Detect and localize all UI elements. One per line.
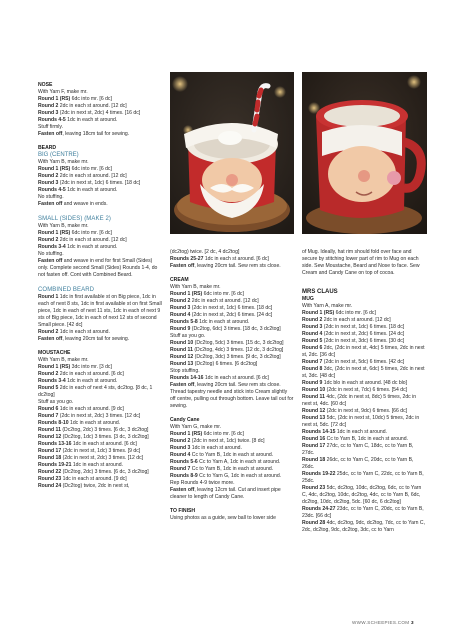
santa-mug-illustration (170, 72, 294, 234)
round-label: Round 2 (38, 103, 59, 109)
round-label: Round 12 (170, 354, 194, 360)
instruction-text: (Dc2tog, 2dc) 3 times. [6 dc, 3 dc2tog] (60, 427, 149, 433)
round-label: Round 2 (38, 237, 59, 243)
instruction-text: (2dc in next st, 5dc) 6 times. [42 dc] (322, 359, 405, 365)
instruction-text: , leaving 20cm tail. Sew rem sts close. Thread tapestry needle and stick into Cream slightly off centre, pulling out through bottom. Leave tail out for sewing. (170, 382, 294, 409)
round-label: Round 4 (170, 452, 191, 458)
nose-heading: NOSE (38, 82, 53, 88)
round-label: Round 17 (302, 443, 326, 449)
round-label: Round 2 (38, 173, 59, 179)
round-label: Fasten off (170, 263, 195, 269)
instruction-line (302, 249, 427, 277)
instruction-line (302, 520, 427, 534)
instruction-line (38, 469, 162, 476)
instruction-line (38, 462, 162, 469)
instruction-text: No stuffing. (38, 194, 64, 200)
footer-website[interactable]: WWW.SCHEEPIES.COM (352, 620, 410, 625)
instruction-line (170, 480, 294, 487)
instruction-text: (Dc2tog, 1dc) 3 times. [3 dc, 3 dc2tog] (61, 434, 149, 440)
instruction-line (170, 375, 294, 382)
instruction-line (170, 263, 294, 270)
instruction-line (170, 284, 294, 291)
round-label: Round 4 (170, 312, 191, 318)
round-label: Round 2 (302, 317, 323, 323)
round-label: Fasten off (38, 258, 63, 264)
instruction-line (302, 317, 427, 324)
instruction-text: (2dc in next st, 1dc) 3 times. [9 dc] (61, 448, 141, 454)
instruction-text: (Dc2tog, 3dc) 3 times. [9 dc, 3 dc2tog] (193, 354, 281, 360)
round-label: Round 3 (170, 445, 191, 451)
moustache-heading: MOUSTACHE (38, 350, 71, 356)
instruction-line (302, 387, 427, 394)
instruction-text: 2dc in each of next 4 sts, dc2tog. [8 dc, 1 dc2tog] (38, 385, 153, 398)
combined-beard-subheading: COMBINED BEARD (38, 287, 95, 293)
instruction-line (38, 476, 162, 483)
instruction-line (38, 180, 162, 187)
round-label: Rounds 3-4 (38, 244, 66, 250)
column-left (38, 82, 162, 490)
round-label: Rounds 13-16 (38, 441, 72, 447)
round-label: Round 23 (302, 485, 326, 491)
instruction-line (170, 249, 294, 256)
round-label: Round 1 (RS) (302, 310, 335, 316)
instruction-text: 23dc, cc to Yarn C, 20dc, cc to Yarn B, 23dc. [66 dc] (302, 506, 424, 519)
round-label: Rounds 5-8 (170, 319, 198, 325)
instruction-text: Cc to Yarn B, 1dc in each st around. (190, 452, 274, 458)
instruction-line (302, 506, 427, 520)
instruction-text: (2dc in next st, 1dc) twice. [8 dc] (190, 438, 265, 444)
round-label: Rounds 4-5 (38, 117, 66, 123)
instruction-text: 1dc in each st around. [6 dc] (203, 256, 269, 262)
round-label: Round 3 (170, 305, 191, 311)
instruction-line (38, 194, 162, 201)
instruction-line (302, 331, 427, 338)
instruction-text: 1dc in each st around. (58, 329, 110, 335)
instruction-line (302, 429, 427, 436)
instruction-text: 25dc, cc to Yarn C, 22dc, cc to Yarn B, 25dc. (302, 471, 424, 484)
round-label: Round 28 (302, 520, 326, 526)
instruction-text: 2dc in each st around. [12 dc] (58, 237, 127, 243)
column-middle (170, 249, 294, 522)
round-label: Fasten off (38, 336, 63, 342)
round-label: Fasten off (38, 131, 63, 137)
round-label: Round 1 (RS) (38, 230, 71, 236)
round-label: Rounds 14-15 (302, 429, 336, 435)
round-label: Rounds 8-9 (170, 473, 198, 479)
instruction-line (302, 457, 427, 471)
round-label: Round 13 (302, 415, 326, 421)
instruction-line (38, 399, 162, 406)
round-label: Rounds 25-27 (170, 256, 204, 262)
round-label: Round 8 (302, 366, 323, 372)
instruction-line (170, 438, 294, 445)
instruction-line (170, 452, 294, 459)
instruction-text: No stuffing. (38, 251, 64, 257)
round-label: Round 9 (302, 380, 323, 386)
candy-cane-instructions (170, 424, 294, 501)
instruction-line (170, 256, 294, 263)
instruction-text: (2dc in next st, 1dc) 6 times. [18 dc] (190, 305, 273, 311)
column-right (302, 249, 427, 534)
instruction-line (38, 166, 162, 173)
instruction-text: 27dc, cc to Yarn C, 18dc, cc to Yarn B, 27dc. (302, 443, 414, 456)
instruction-text: 26dc, cc to Yarn C, 20dc, cc to Yarn B, 26dc. (302, 457, 414, 470)
instruction-line (170, 431, 294, 438)
instruction-text: 4dc, dc2tog, 9dc, dc2tog, 7dc, cc to Yarn C, 2dc, dc2tog, 9dc, dc2tog, 3dc, cc to Yarn (302, 520, 425, 533)
round-label: Round 1 (RS) (170, 291, 203, 297)
instruction-text: Cc to Yarn A, 1dc in each st around. (197, 459, 281, 465)
instruction-line (38, 336, 162, 343)
instruction-text: Using photos as a guide, sew ball to lower side (170, 515, 276, 521)
round-label: Round 6 (38, 406, 59, 412)
round-label: Round 1 (RS) (38, 166, 71, 172)
mug-heading: MUG (302, 296, 314, 302)
round-label: Round 16 (302, 436, 326, 442)
round-label: Round 11 (38, 427, 61, 433)
round-label: Round 12 (302, 408, 326, 414)
small-sides-subheading: SMALL (SIDES) (MAKE 2) (38, 216, 111, 222)
round-label: Round 1 (38, 294, 59, 300)
round-label: Round 23 (38, 476, 62, 482)
instruction-text: 1dc in each st around. (65, 117, 118, 123)
big-centre-subheading: BIG (CENTRE) (38, 152, 79, 158)
instruction-text: 1dc in each st around. (65, 244, 118, 250)
instruction-text: 1dc in each st around. (65, 187, 118, 193)
instruction-text: 1dc in each st around. (71, 462, 123, 468)
instruction-line (38, 251, 162, 258)
round-label: Rounds 24-27 (302, 506, 336, 512)
instruction-text: Cc to Yarn B, 1dc in each st around. (190, 466, 274, 472)
candy-cane-heading: Candy Cane (170, 417, 200, 423)
instruction-line (38, 357, 162, 364)
to-finish-instructions (170, 515, 294, 522)
instruction-text: 1dc in each st around. (335, 429, 387, 435)
instruction-text: , leaving 12cm tail. Cut and insert pipe cleaner to length of Candy Cane. (170, 487, 281, 500)
instruction-text: (2dc in next st, 2dc) 3 times. [12 dc] (61, 455, 144, 461)
mrs-claus-mug-illustration (302, 72, 427, 234)
round-label: Round 24 (38, 483, 62, 489)
instruction-text: 6dc into mr. [6 dc] (334, 310, 376, 316)
beard-heading: BEARD (38, 145, 57, 151)
instruction-line (38, 378, 162, 385)
instruction-text: Cc to Yarn B, 1dc in each st around. (325, 436, 408, 442)
to-finish-continued (302, 249, 427, 277)
round-label: Fasten off (170, 487, 195, 493)
instruction-line (302, 338, 427, 345)
instruction-text: With Yarn B, make mr. (170, 284, 221, 290)
instruction-line (302, 394, 427, 408)
instruction-text: and weave in ends. (62, 201, 108, 207)
instruction-text: (2dc in next st, 7dc) 6 times. [54 dc] (325, 387, 408, 393)
instruction-line (38, 448, 162, 455)
instruction-text: With Yarn F, make mr. (38, 89, 88, 95)
instruction-text: , leaving 18cm tail for sewing. (62, 131, 130, 137)
instruction-text: (dc2tog) twice. [2 dc, 4 dc2tog] (170, 249, 240, 255)
instruction-line (38, 201, 162, 208)
nose-instructions (38, 89, 162, 138)
instruction-line (38, 371, 162, 378)
instruction-text: 6dc into mr. [6 dc] (70, 166, 112, 172)
to-finish-heading: TO FINISH (170, 508, 196, 514)
instruction-line (170, 354, 294, 361)
round-label: Round 4 (302, 331, 323, 337)
round-label: Rounds 19-21 (38, 462, 72, 468)
mrs-claus-heading: MRS CLAUS (302, 289, 338, 295)
round-label: Round 2 (170, 438, 191, 444)
instruction-text: (2dc in next st, 1dc) 6 times. [18 dc] (322, 324, 405, 330)
round-label: Round 5 (302, 338, 323, 344)
round-label: Round 6 (302, 345, 323, 351)
instruction-line (302, 436, 427, 443)
instruction-line (170, 424, 294, 431)
instruction-text: 2dc in each st around. [12 dc] (58, 173, 127, 179)
round-label: Round 2 (38, 371, 59, 377)
instruction-line (38, 434, 162, 441)
instruction-line (170, 340, 294, 347)
round-label: Round 18 (302, 457, 326, 463)
instruction-text: Stop stuffing. (170, 368, 200, 374)
mug-instructions (302, 303, 427, 534)
instruction-line (302, 345, 427, 359)
instruction-line (170, 347, 294, 354)
instruction-text: Stuff as you go. (38, 399, 74, 405)
instruction-text: 2dc in each st around. [12 dc] (190, 298, 259, 304)
instruction-line (38, 89, 162, 96)
instruction-line (170, 459, 294, 466)
instruction-text: With Yarn G, make mr. (170, 424, 222, 430)
instruction-line (38, 230, 162, 237)
instruction-line (170, 368, 294, 375)
instruction-text: (2dc in next st, 2dc) 6 times. [24 dc] (322, 331, 405, 337)
instruction-text: , leaving 20cm tail. Sew rem sts close. (194, 263, 281, 269)
instruction-text: , leaving 20cm tail for sewing. (62, 336, 130, 342)
round-label: Round 17 (38, 448, 62, 454)
instruction-line (38, 244, 162, 251)
instruction-line (38, 364, 162, 371)
instruction-line (38, 110, 162, 117)
round-label: Round 10 (170, 340, 194, 346)
round-label: Round 2 (38, 329, 59, 335)
instruction-line (302, 443, 427, 457)
instruction-line (38, 455, 162, 462)
round-label: Round 7 (302, 359, 323, 365)
round-label: Round 2 (170, 298, 191, 304)
moustache-continued (170, 249, 294, 270)
instruction-text: 1dc in each st around. [9 dc] (58, 406, 124, 412)
instruction-line (170, 466, 294, 473)
instruction-line (302, 408, 427, 415)
instruction-text: (Dc2tog, 2dc) 3 times. [6 dc, 3 dc2tog] (61, 469, 149, 475)
round-label: Round 7 (38, 413, 59, 419)
round-label: Round 3 (302, 324, 323, 330)
round-label: Round 1 (RS) (38, 96, 71, 102)
instruction-text: Stuff firmly. (38, 124, 64, 130)
instruction-line (170, 305, 294, 312)
instruction-line (302, 324, 427, 331)
instruction-text: 1dc in each st around. (65, 378, 118, 384)
instruction-text: 1dc in each st around. (197, 319, 250, 325)
round-label: Round 3 (38, 180, 59, 186)
round-label: Rounds 4-5 (38, 187, 66, 193)
instruction-text: and weave in end for first Small (Sides) only. Complete second Small (Sides) Rounds 1-4, do not fasten off. Cont with Combined Beard. (38, 258, 158, 278)
instruction-text: 2dc in each st around. [12 dc] (322, 317, 391, 323)
instruction-text: Stuff as you go. (170, 333, 206, 339)
instruction-line (38, 441, 162, 448)
instruction-line (38, 258, 162, 279)
instruction-text: 3dc into mr. [3 dc] (70, 364, 112, 370)
instruction-line (170, 333, 294, 340)
cream-heading: CREAM (170, 277, 189, 283)
round-label: Round 13 (170, 361, 194, 367)
round-label: Rounds 5-6 (170, 459, 198, 465)
instruction-text: (2dc in next st, 2dc) 6 times. [24 dc] (190, 312, 273, 318)
instruction-text: 2dc in each st around. [6 dc] (58, 371, 124, 377)
instruction-text: 5dc, dc2tog, 10dc, dc2tog, 6dc, cc to Yarn C, 4dc, dc2tog, 10dc, dc2tog, 4dc, cc to Yarn B, 6dc, dc2tog, 10dc, dc2tog, 5dc. [60 dc, 6 dc2tog] (302, 485, 422, 505)
instruction-line (38, 413, 162, 420)
instruction-text: 1dc in each st around. [6 dc] (71, 441, 137, 447)
round-label: Round 22 (38, 469, 62, 475)
round-label: Round 18 (38, 455, 62, 461)
instruction-text: (2dc in next st, 3dc) 6 times. [30 dc] (322, 338, 405, 344)
big-instructions (38, 159, 162, 208)
instruction-text: 6dc into mr. [6 dc] (202, 431, 244, 437)
instruction-line (170, 445, 294, 452)
instruction-line (302, 310, 427, 317)
instruction-text: 5dc, (2dc in next st, 10dc) 5 times, 2dc in next st, 5dc. [72 dc] (302, 415, 420, 428)
instruction-text: With Yarn B, make mr. (38, 159, 89, 165)
instruction-line (38, 237, 162, 244)
instruction-text: 3dc, (2dc in next st, 6dc) 5 times, 2dc in next st, 3dc. [48 dc] (302, 366, 425, 379)
round-label: Round 3 (38, 110, 59, 116)
instruction-line (302, 485, 427, 506)
round-label: Fasten off (170, 382, 195, 388)
instruction-line (170, 473, 294, 480)
small-instructions (38, 223, 162, 279)
instruction-line (38, 96, 162, 103)
instruction-text: 4dc, (2dc in next st, 8dc) 5 times, 2dc in next st, 4dc. [60 dc] (302, 394, 417, 407)
instruction-line (38, 420, 162, 427)
page-number: 3 (411, 620, 414, 625)
instruction-line (38, 385, 162, 399)
instruction-text: 1dc in first available st on Big piece, 1dc in each of next 8 sts, 1dc in first available st on first Small piece, 1dc in each of next 11 sts, 1dc in each of next 9 sts of Big piece, 1dc in each of next 12 sts of second Small piece. [42 dc] (38, 294, 162, 328)
instruction-text: (Dc2tog, 6dc) 3 times. [18 dc, 3 dc2tog] (190, 326, 281, 332)
instruction-text: 1dc in each st around. (190, 445, 242, 451)
round-label: Round 7 (170, 466, 191, 472)
round-label: Rounds 3-4 (38, 378, 66, 384)
instruction-text: Cc to Yarn G, 1dc in each st around. (197, 473, 282, 479)
instruction-line (38, 173, 162, 180)
cream-instructions (170, 284, 294, 410)
instruction-text: (2dc in next st, 2dc) 3 times. [12 dc] (58, 413, 141, 419)
instruction-line (170, 326, 294, 333)
instruction-line (170, 361, 294, 368)
round-label: Rounds 19-22 (302, 471, 336, 477)
instruction-line (38, 187, 162, 194)
round-label: Round 10 (302, 387, 326, 393)
instruction-line (170, 312, 294, 319)
round-label: Fasten off (38, 201, 63, 207)
round-label: Round 11 (170, 347, 193, 353)
instruction-line (170, 515, 294, 522)
instruction-text: 1dc blo in each st around. [48 dc blo] (322, 380, 408, 386)
instruction-text: (2dc in next st, 9dc) 6 times. [66 dc] (325, 408, 408, 414)
instruction-line (302, 380, 427, 387)
round-label: Round 1 (RS) (170, 431, 203, 437)
instruction-line (38, 294, 162, 329)
instruction-text: With Yarn B, make mr. (38, 223, 89, 229)
moustache-instructions (38, 357, 162, 490)
page-footer (352, 620, 414, 625)
combined-instructions (38, 294, 162, 343)
instruction-line (38, 427, 162, 434)
instruction-text: of Mug. Ideally, hat rim should fold over face and secure by stitching lower part of rim to Mug on each side. Sew Moustache, Beard and Nose to face. Sew Cream and Candy Cane on top of cocoa. (302, 249, 420, 276)
instruction-text: With Yarn A, make mr. (302, 303, 353, 309)
instruction-line (38, 329, 162, 336)
instruction-line (170, 382, 294, 410)
instruction-text: (Dc2tog) 6 times. [6 dc2tog] (193, 361, 258, 367)
instruction-line (170, 291, 294, 298)
instruction-text: 6dc into mr. [6 dc] (70, 230, 112, 236)
round-label: Round 12 (38, 434, 62, 440)
instruction-line (38, 103, 162, 110)
instruction-text: 1dc in each st around. (68, 420, 121, 426)
instruction-line (38, 483, 162, 490)
round-label: Rounds 8-10 (38, 420, 69, 426)
instruction-text: (2dc in next st, 1dc) 6 times. [18 dc] (58, 180, 141, 186)
instruction-text: 6dc into mr. [6 dc] (202, 291, 244, 297)
santa-mug-photo (170, 72, 294, 234)
instruction-line (38, 117, 162, 124)
instruction-line (38, 223, 162, 230)
instruction-text: (2dc in next st, 2dc) 4 times. [16 dc] (58, 110, 141, 116)
round-label: Round 9 (170, 326, 191, 332)
instruction-line (302, 471, 427, 485)
instruction-line (302, 415, 427, 429)
round-label: Round 5 (38, 385, 59, 391)
instruction-line (38, 406, 162, 413)
instruction-text: (Dc2tog, 4dc) 3 times. [12 dc, 3 dc2tog] (192, 347, 284, 353)
round-label: Round 1 (RS) (38, 364, 71, 370)
instruction-text: 6dc into mr. [6 dc] (70, 96, 112, 102)
instruction-text: (Dc2tog, 5dc) 3 times. [15 dc, 3 dc2tog] (193, 340, 284, 346)
instruction-text: 2dc in each st around. [12 dc] (58, 103, 127, 109)
instruction-text: (Dc2tog) twice, 2dc in next st, (61, 483, 130, 489)
instruction-text: With Yarn B, make mr. (38, 357, 89, 363)
instruction-line (38, 124, 162, 131)
instruction-text: Rep Rounds 4-9 twice more. (170, 480, 235, 486)
instruction-line (38, 131, 162, 138)
instruction-text: 2dc, (2dc in next st, 4dc) 5 times, 2dc in next st, 2dc. [36 dc] (302, 345, 425, 358)
instruction-line (170, 487, 294, 501)
instruction-text: 1dc in each st around. [6 dc] (203, 375, 269, 381)
round-label: Round 11 (302, 394, 325, 400)
instruction-line (302, 366, 427, 380)
instruction-line (302, 359, 427, 366)
instruction-line (38, 159, 162, 166)
instruction-line (170, 298, 294, 305)
instruction-text: 1dc in each st around. [9 dc] (61, 476, 127, 482)
instruction-line (170, 319, 294, 326)
instruction-line (302, 303, 427, 310)
mrs-claus-mug-photo (302, 72, 427, 234)
round-label: Rounds 14-16 (170, 375, 204, 381)
